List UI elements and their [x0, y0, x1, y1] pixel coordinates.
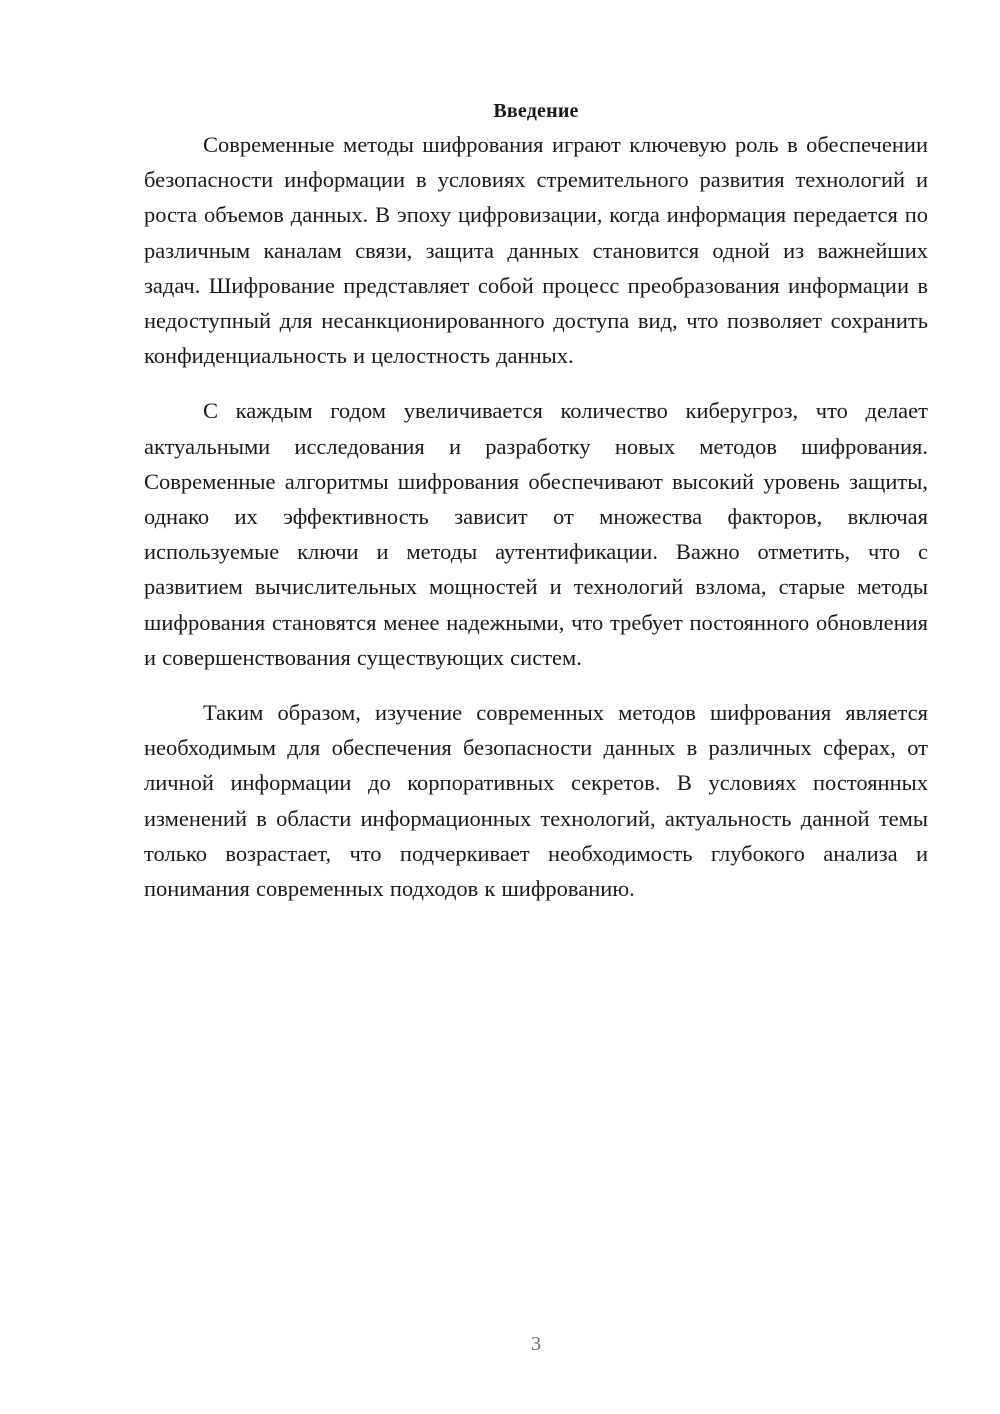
page-content: [144, 95, 928, 906]
paragraph-1: Современные методы шифрования играют ключевую роль в обеспечении безопасности информации в условиях стремительного развития технологий и роста объемов данных. В эпоху цифровизации, когда информация передается по различным каналам связи, защита данных становится одной из важнейших задач. Шифрование представляет собой процесс преобразования информации в недоступный для несанкционированного доступа вид, что позволяет сохранить конфиденциальность и целостность данных.: [144, 132, 928, 369]
paragraph-2: С каждым годом увеличивается количество киберугроз, что делает актуальными исследования и разработку новых методов шифрования. Современные алгоритмы шифрования обеспечивают высокий уровень защиты, однако их эффективность зависит от множества факторов, включая используемые ключи и методы аутентификации. Важно отметить, что с развитием вычислительных мощностей и технологий взлома, старые методы шифрования становятся менее надежными, что требует постоянного обновления и совершенствования существующих систем.: [144, 398, 928, 670]
section-title: Введение: [493, 100, 579, 122]
page-number: 3: [531, 1333, 541, 1355]
paragraph-3: Таким образом, изучение современных методов шифрования является необходимым для обеспечения безопасности данных в различных сферах, от личной информации до корпоративных секретов. В условиях постоянных изменений в области информационных технологий, актуальность данной темы только возрастает, что подчеркивает необходимость глубокого анализа и понимания современных подходов к шифрованию.: [144, 700, 928, 902]
